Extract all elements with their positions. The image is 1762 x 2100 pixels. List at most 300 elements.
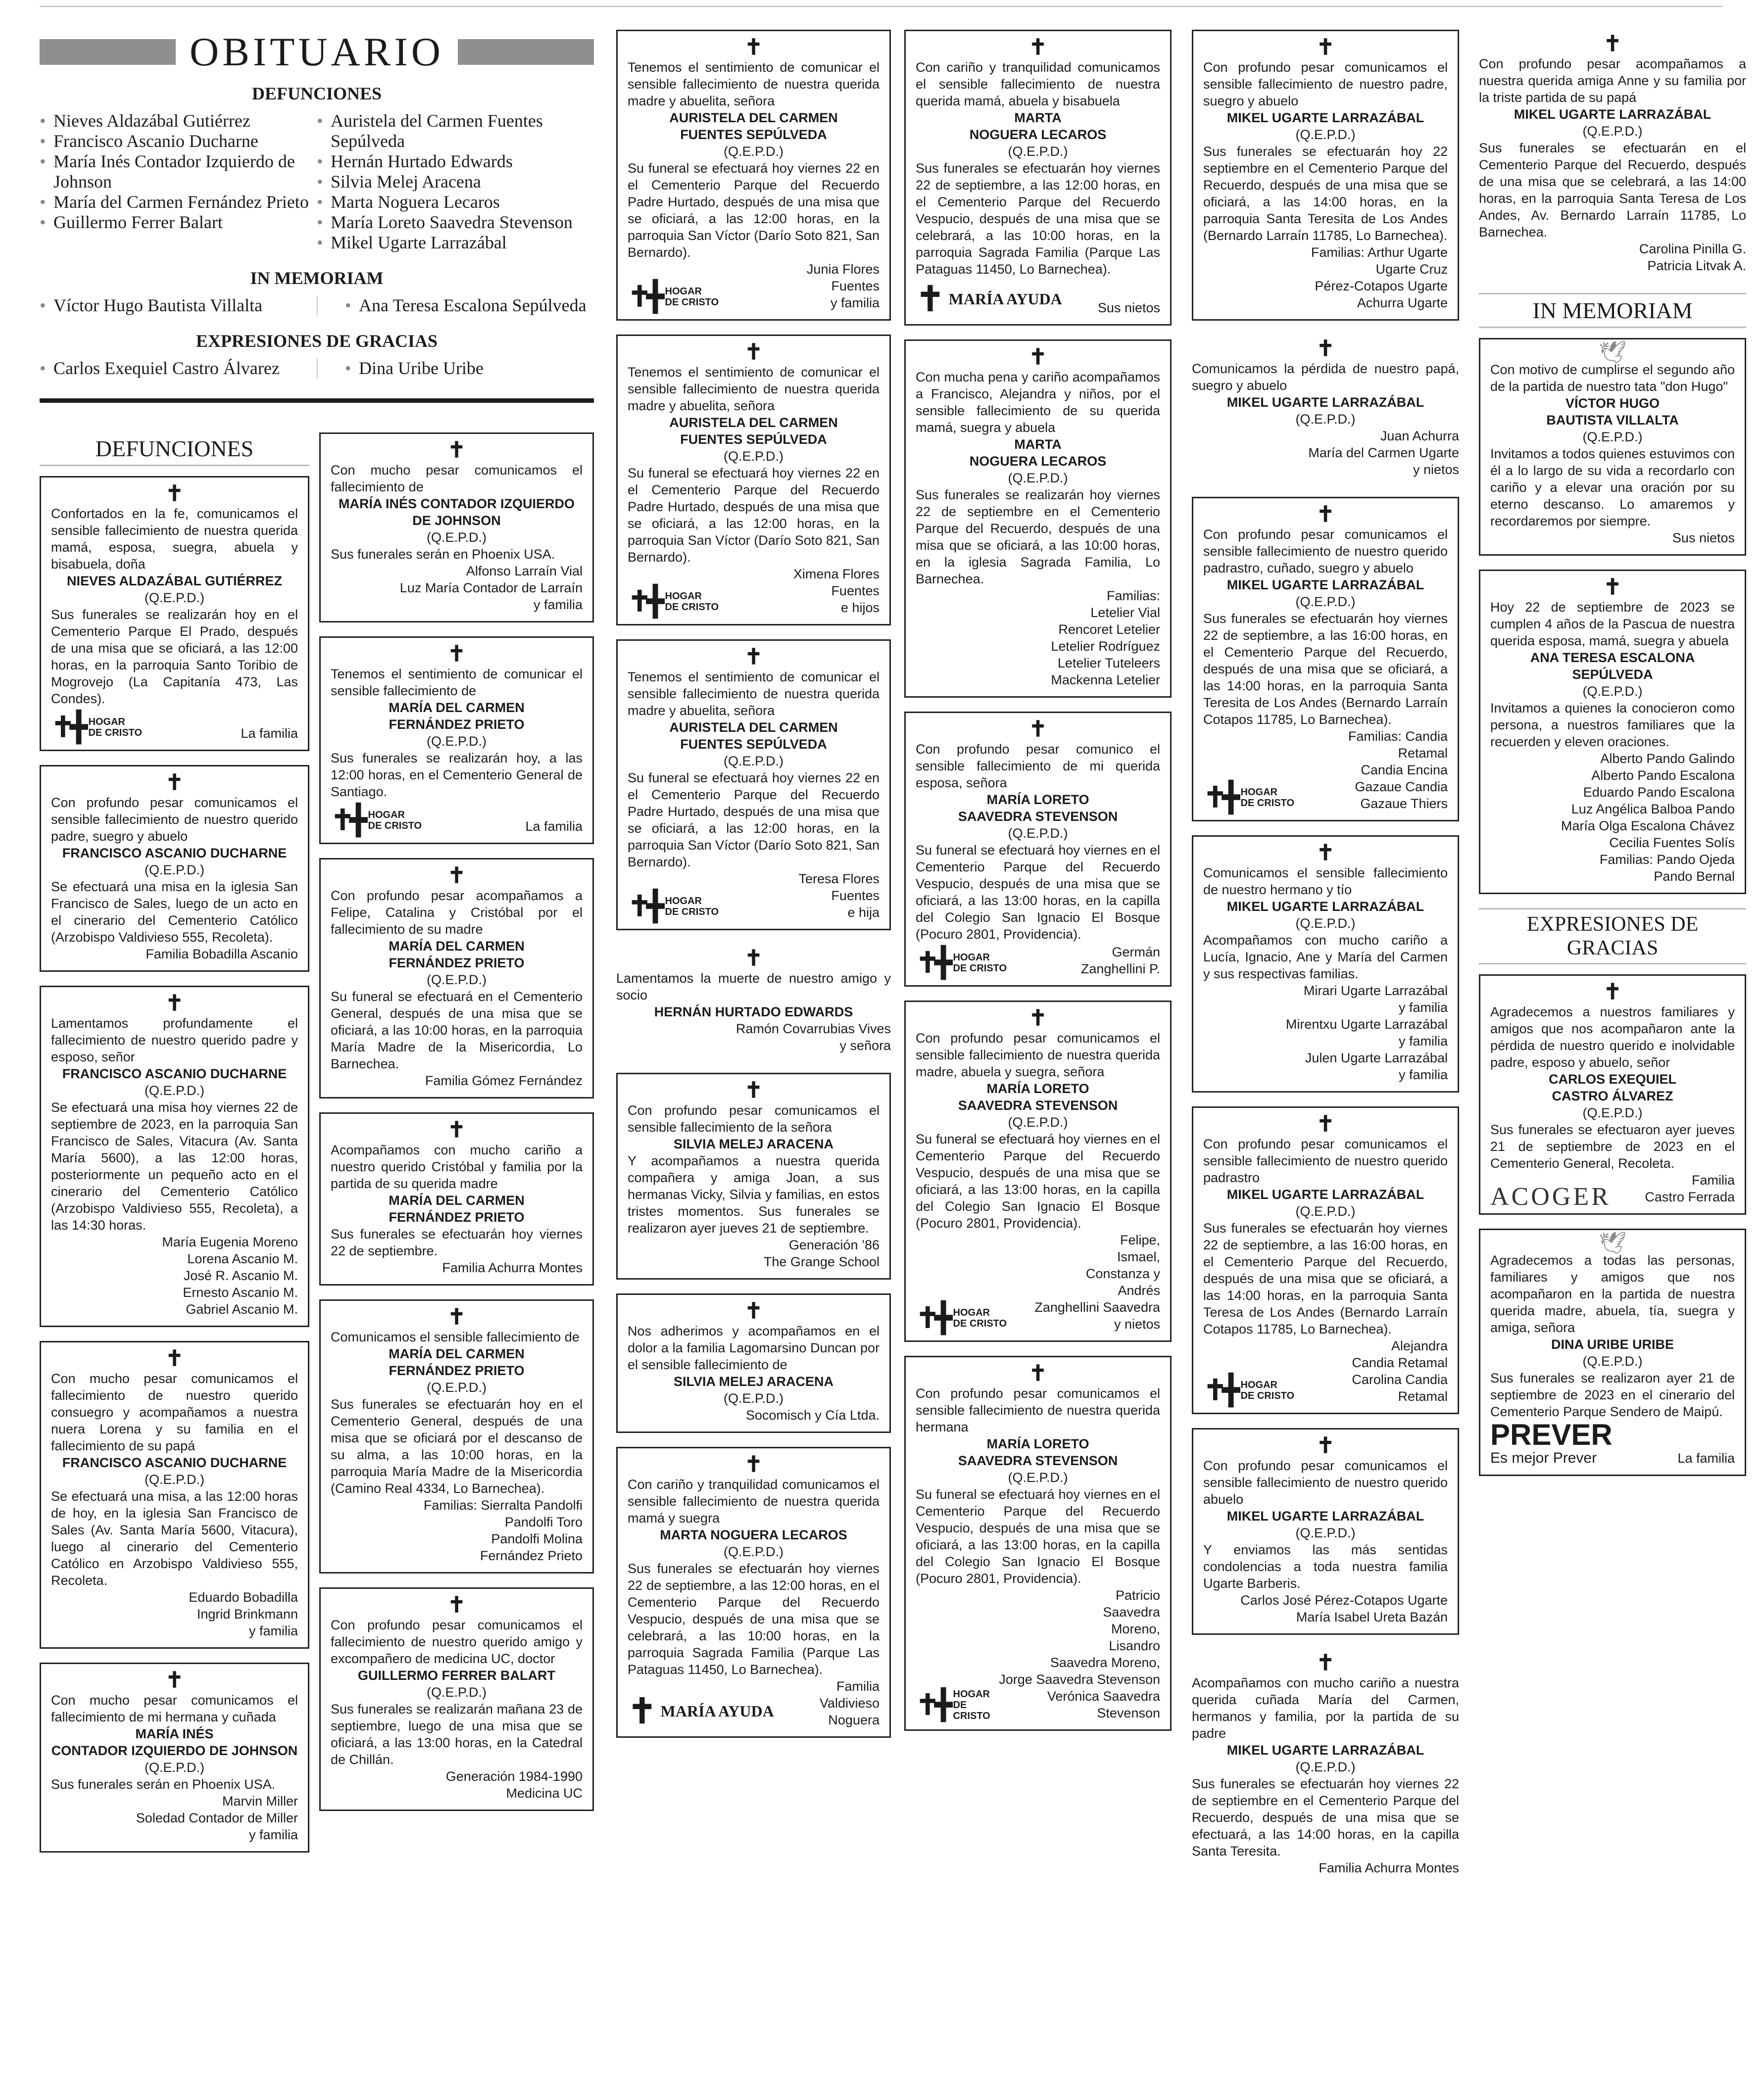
cross-icon: ✝ <box>447 1593 466 1617</box>
notice-signature: Socomisch y Cía Ltda. <box>745 1408 880 1423</box>
notice <box>319 636 594 844</box>
notice <box>40 986 309 1327</box>
notice-signature: Familia Gómez Fernández <box>425 1073 583 1088</box>
cross-icon: ✝ <box>1316 336 1335 361</box>
deceased-name: MARÍA LORETO SAAVEDRA STEVENSON <box>958 1436 1118 1468</box>
notice-text: Sus funerales se efectuarán hoy viernes 22 de septiembre, a las 16:00 horas, en el Cementerio Parque del Recuerdo, después de una misa que se oficiará, a las 14:00 horas, en la parroquia Santa Teresa de Los Andes (Bernardo Larraín Cotapos 11785, Lo Barnechea). <box>1203 1221 1448 1336</box>
column-c <box>616 30 891 1752</box>
notice-intro: Tenemos el sentimiento de comunicar el sensible fallecimiento de nuestra querida madre y abuelita, señora <box>628 60 880 108</box>
summary-list-right <box>317 295 594 316</box>
hogar-de-cristo-logo <box>1203 1376 1294 1405</box>
cross-icon: ✝ <box>1316 502 1335 526</box>
summary-defunciones <box>40 111 594 253</box>
deceased-name: MARTA NOGUERA LECAROS <box>969 437 1107 469</box>
qepd-label: (Q.E.P.D.) <box>723 1391 784 1406</box>
cross-icon: ✝ <box>447 1118 466 1142</box>
deceased-name: VÍCTOR HUGO BAUTISTA VILLALTA <box>1546 396 1679 428</box>
notice-text: Su funeral se efectuará en el Cementerio General, después de una misa que se oficiará, a las 10:00 horas, en la parroquia María Madre de la Misericordia, Lo Barnechea. <box>331 989 583 1071</box>
prever-text: PREVER <box>1490 1418 1613 1451</box>
cross-icon: ✝ <box>744 645 763 669</box>
notice-signature: Patricio Saavedra Moreno, Lisandro Saavedra Moreno, Jorge Saavedra Stevenson Verónica Saavedra Stevenson <box>999 1588 1160 1720</box>
qepd-label: (Q.E.P.D.) <box>1295 1760 1356 1774</box>
notice-text: Invitamos a todos quienes estuvimos con él a lo largo de su vida a recordarlo con cariño y a elevar una oración por su eterno descanso. Lo amaremos y recordaremos por siempre. <box>1490 446 1735 528</box>
notice-intro: Comunicamos el sensible fallecimiento de nuestro hermano y tío <box>1203 865 1448 897</box>
qepd-label: (Q.E.P.D.) <box>723 754 784 768</box>
column-b <box>319 432 594 1866</box>
hogar-de-cristo-logo <box>916 1304 1007 1333</box>
notice <box>1479 570 1746 894</box>
prever-tagline: Es mejor Prever <box>1490 1450 1597 1466</box>
notice <box>1192 30 1459 321</box>
qepd-label: (Q.E.P.D.) <box>426 530 487 545</box>
notice <box>40 765 309 972</box>
notice <box>1192 497 1459 821</box>
deceased-name: FRANCISCO ASCANIO DUCHARNE <box>62 1455 287 1470</box>
notice-text: Invitamos a quienes la conocieron como persona, a nuestros familiares que la recuerden y eleven oraciones. <box>1490 701 1735 749</box>
notice-text: Sus funerales se efectuarán hoy viernes 22 de septiembre en el Cementerio Parque del Recuerdo, después de una misa que se efectuará, a las 14:00 horas, en la capilla Santa Teresita. <box>1192 1776 1459 1859</box>
notice-signature: Carlos José Pérez-Cotapos Ugarte María Isabel Ureta Bazán <box>1240 1593 1448 1624</box>
notice <box>319 858 594 1098</box>
notice-text: Sus funerales se realizarán hoy en el Cementerio Parque El Prado, después de una misa que se oficiará, a las 12:00 horas, en la parroquia Santo Toribio de Mogrovejo (La Capitanía 473, Las Condes). <box>51 607 298 706</box>
cross-icon: ✝ <box>1603 575 1622 599</box>
notice-intro: Con profundo pesar comunicamos el sensible fallecimiento de nuestro querido padrastro, cuñado, suegro y abuelo <box>1203 527 1448 575</box>
notice-intro: Lamentamos profundamente el fallecimiento de nuestro querido padre y esposo, señor <box>51 1016 298 1064</box>
cross-logo-icon: ✝╋ <box>1203 1374 1235 1406</box>
summary-name: • Guillermo Ferrer Balart <box>40 212 317 233</box>
notice-text: Se efectuará una misa, a las 12:00 horas de hoy, en la iglesia San Francisco de Sales (Av. Santa María 5600, Vitacura), luego al cinerario del Cementerio Católico en Arzobispo Valdivieso 555, Recoleta. <box>51 1489 298 1588</box>
notice-intro: Con profundo pesar comunicamos el sensible fallecimiento de nuestra querida hermana <box>916 1386 1160 1434</box>
cross-icon: ✝ <box>1028 717 1047 741</box>
notice-text: Sus funerales se efectuaron ayer jueves 21 de septiembre de 2023 en el Cementerio General, Recoleta. <box>1490 1122 1735 1171</box>
notices-f-expresiones <box>1479 974 1746 1476</box>
notice-signature: Felipe, Ismael, Constanza y Andrés Zanghellini Saavedra y nietos <box>1034 1233 1160 1332</box>
notice-intro: Acompañamos con mucho cariño a nuestra querida cuñada María del Carmen, hermanos y familia, por la partida de su padre <box>1192 1675 1459 1741</box>
qepd-label: (Q.E.P.D.) <box>1582 684 1643 699</box>
acoger-logo: ACOGER <box>1490 1183 1611 1211</box>
deceased-name: MIKEL UGARTE LARRAZÁBAL <box>1226 1509 1424 1524</box>
notice-signature: Carolina Pinilla G. Patricia Litvak A. <box>1639 241 1746 273</box>
notice-intro: Con profundo pesar acompañamos a nuestra querida amiga Anne y su familia por la triste partida de su papá <box>1479 56 1746 105</box>
cross-icon: ✝ <box>1316 1651 1335 1675</box>
qepd-label: (Q.E.P.D.) <box>426 734 487 749</box>
notice-text: Sus funerales se efectuarán hoy viernes 22 de septiembre, a las 12:00 horas, en el Cementerio Parque del Recuerdo Vespucio, después de una misa que se celebrará, a las 10:00 horas, en la parroquia Sagrada Familia (Parque Las Pataguas 11450, Lo Barnechea). <box>628 1561 880 1677</box>
page-title: OBITUARIO <box>190 29 444 74</box>
cross-icon: ✝ <box>744 340 763 364</box>
qepd-label: (Q.E.P.D.) <box>1582 124 1643 139</box>
deceased-name: MARÍA DEL CARMEN FERNÁNDEZ PRIETO <box>389 1346 525 1378</box>
deceased-name: FRANCISCO ASCANIO DUCHARNE <box>62 1066 287 1081</box>
dove-icon: 🕊 <box>1599 340 1626 365</box>
notice-text: Sus funerales se efectuarán en el Cementerio Parque del Recuerdo, después de una misa que se celebrará, a las 14:00 horas, en la parroquia Santa Teresa de Los Andes, Av. Bernardo Larraín 11785, Lo Barnechea. <box>1479 141 1746 239</box>
summary-list-right <box>317 358 594 379</box>
deceased-name: AURISTELA DEL CARMEN FUENTES SEPÚLVEDA <box>669 110 838 142</box>
summary-name: • Dina Uribe Uribe <box>345 358 594 379</box>
cross-logo-icon: ✝╋ <box>628 585 659 618</box>
summary-name: • Víctor Hugo Bautista Villalta <box>40 295 317 316</box>
cross-logo-icon: ✝╋ <box>628 281 659 313</box>
cross-logo-icon: ✝╋ <box>916 1302 947 1334</box>
summary-name: • Carlos Exequiel Castro Álvarez <box>40 358 317 379</box>
notices-e <box>1192 30 1459 1885</box>
notice-intro: Tenemos el sentimiento de comunicar el sensible fallecimiento de <box>331 667 583 698</box>
notice-intro: Con profundo pesar comunicamos el sensible fallecimiento de nuestro querido padre, suegro y abuelo <box>51 795 298 844</box>
signature-row <box>1490 1420 1735 1467</box>
qepd-label: (Q.E.P.D.) <box>1008 826 1068 841</box>
hogar-de-cristo-text: HOGAR DE CRISTO <box>665 286 719 308</box>
crucifix-icon: ✝ <box>628 1692 657 1730</box>
maria-ayuda-logo <box>628 1694 774 1728</box>
deceased-name: MARÍA INÉS CONTADOR IZQUIERDO DE JOHNSON <box>339 496 575 528</box>
notice-text: Su funeral se efectuará hoy viernes en el Cementerio Parque del Recuerdo Vespucio, después de una misa que se oficiará, a las 13:00 horas, en la capilla del Colegio San Ignacio El Bosque (Pocuro 2801, Providencia). <box>916 1487 1160 1586</box>
notice-text: Sus funerales se efectuarán hoy viernes 22 de septiembre. <box>331 1227 583 1258</box>
summary-list-right <box>317 111 594 253</box>
notice-text: Sus funerales se efectuarán hoy 22 septiembre en el Cementerio Parque del Recuerdo, después de una misa que se oficiará, a las 14:00 horas, en la parroquia Santa Teresita de Los Andes (Bernardo Larraín 11785, Lo Barnechea). <box>1203 144 1448 243</box>
qepd-label: (Q.E.P.D.) <box>1295 916 1356 931</box>
signature-row <box>916 943 1160 977</box>
notice-signature: Alfonso Larraín Vial Luz María Contador de Larraín y familia <box>399 564 583 612</box>
notice-text: Su funeral se efectuará hoy viernes 22 en el Cementerio Parque del Recuerdo Padre Hurtado, después de una misa que se oficiará, a las 12:00 horas, en la parroquia San Víctor (Darío Soto 821, San Bernardo). <box>628 466 880 565</box>
notice-signature: Generación ’86 The Grange School <box>763 1238 880 1269</box>
cross-icon: ✝ <box>1316 1433 1335 1458</box>
notice-intro: Con profundo pesar comunicamos el sensible fallecimiento de nuestro padre, suegro y abuelo <box>1203 60 1448 108</box>
cross-logo-icon: ✝╋ <box>1203 781 1235 813</box>
signature-row <box>916 278 1160 316</box>
summary-heading-defunciones: DEFUNCIONES <box>251 84 382 103</box>
summary-name: • Auristela del Carmen Fuentes Sepúlveda <box>317 111 594 151</box>
cross-icon: ✝ <box>744 946 763 970</box>
summary-name: • Hernán Hurtado Edwards <box>317 151 594 172</box>
notice <box>40 476 309 751</box>
deceased-name: FRANCISCO ASCANIO DUCHARNE <box>62 846 287 860</box>
cross-icon: ✝ <box>1028 1006 1047 1030</box>
qepd-label: (Q.E.P.D.) <box>723 1544 784 1559</box>
qepd-label: (Q.E.P.D.) <box>1008 1115 1068 1130</box>
cross-logo-icon: ✝╋ <box>916 1689 947 1721</box>
cross-icon: ✝ <box>447 642 466 666</box>
notice-intro: Con mucho pesar comunicamos el fallecimiento de nuestro querido consuegro y acompañamos a nuestra nuera Lorena y su familia en el fallecimiento de su papá <box>51 1371 298 1453</box>
notice-intro: Agradecemos a nuestros familiares y amigos que nos acompañaron ante la pérdida de nuestro querido e inolvidable padre, esposo y abuelo, señor <box>1490 1004 1735 1070</box>
cross-icon: ✝ <box>1028 1361 1047 1385</box>
qepd-label: (Q.E.P.D.) <box>1295 1204 1356 1219</box>
notice <box>616 30 891 321</box>
column-d <box>904 30 1172 1745</box>
cross-logo-icon: ✝╋ <box>331 804 362 836</box>
notice-signature: Juan Achurra María del Carmen Ugarte y nietos <box>1308 429 1459 477</box>
cross-icon: ✝ <box>1028 35 1047 59</box>
summary-heading-memoriam: IN MEMORIAM <box>250 268 384 288</box>
notice-signature: Familias: Sierralta Pandolfi Pandolfi Toro Pandolfi Molina Fernández Prieto <box>423 1498 583 1563</box>
notice-text: Su funeral se efectuará hoy viernes 22 en el Cementerio Parque del Recuerdo Padre Hurtado, después de una misa que se oficiará, a las 12:00 horas, en la parroquia San Víctor (Darío Soto 821, San Bernardo). <box>628 770 880 869</box>
cross-logo-icon: ✝╋ <box>916 947 947 979</box>
notice-signature: Alberto Pando Galindo Alberto Pando Escalona Eduardo Pando Escalona Luz Angélica Balboa Pando María Olga Escalona Chávez Cecilia Fuentes Solís Familias: Pando Ojeda Pando Bernal <box>1561 751 1735 884</box>
hogar-de-cristo-logo <box>628 283 719 311</box>
notice-signature: Generación 1984-1990 Medicina UC <box>445 1769 583 1801</box>
hogar-de-cristo-logo <box>628 587 719 616</box>
hogar-de-cristo-text: HOGAR DE CRISTO <box>88 716 143 738</box>
notice-text: Se efectuará una misa hoy viernes 22 de septiembre de 2023, en la parroquia San Francisco de Sales, Vitacura (Av. Santa María 5600), a las 12:00 horas, posteriormente un pequeño acto en el cinerario del Cementerio Católico (Arzobispo Valdivieso 555, Recoleta), a las 14:30 horas. <box>51 1100 298 1233</box>
notice <box>319 432 594 622</box>
deceased-name: GUILLERMO FERRER BALART <box>358 1668 555 1683</box>
summary-name: • María del Carmen Fernández Prieto <box>40 192 317 212</box>
summary-name: • Francisco Ascanio Ducharne <box>40 131 317 151</box>
notice <box>40 1341 309 1649</box>
notice <box>1192 1428 1459 1635</box>
hogar-de-cristo-text: HOGAR DE CRISTO <box>953 1689 990 1721</box>
qepd-label: (Q.E.P.D.) <box>426 1685 487 1700</box>
notice-intro: Tenemos el sentimiento de comunicar el sensible fallecimiento de nuestra querida madre y abuelita, señora <box>628 669 880 718</box>
qepd-label: (Q.E.P.D.) <box>144 862 205 877</box>
signature-row <box>628 870 880 921</box>
summary-name: • María Inés Contador Izquierdo de Johnson <box>40 151 317 192</box>
notice-text: Su funeral se efectuará hoy viernes 22 en el Cementerio Parque del Recuerdo Padre Hurtado, después de una misa que se oficiará, a las 12:00 horas, en la parroquia San Víctor (Darío Soto 821, San Bernardo). <box>628 161 880 260</box>
notice <box>1192 835 1459 1093</box>
qepd-label: (Q.E.P.D.) <box>1008 471 1068 485</box>
qepd-label: (Q.E.P.D.) <box>1295 594 1356 609</box>
maria-ayuda-text: MARÍA AYUDA <box>948 290 1062 308</box>
notice <box>1192 1106 1459 1414</box>
notice-signature: Teresa Flores Fuentes e hija <box>798 871 880 920</box>
maria-ayuda-text: MARÍA AYUDA <box>660 1702 774 1720</box>
hogar-de-cristo-text: HOGAR DE CRISTO <box>665 896 719 917</box>
hogar-de-cristo-text: HOGAR DE CRISTO <box>953 952 1007 974</box>
notice <box>616 944 891 1063</box>
deceased-name: AURISTELA DEL CARMEN FUENTES SEPÚLVEDA <box>669 415 838 447</box>
notice-signature: La familia <box>525 819 583 834</box>
summary-heading-expresiones: EXPRESIONES DE GRACIAS <box>196 331 438 351</box>
summary-name: • Ana Teresa Escalona Sepúlveda <box>345 295 594 316</box>
notice <box>1479 1229 1746 1476</box>
deceased-name: MIKEL UGARTE LARRAZÁBAL <box>1226 899 1424 914</box>
signature-row <box>628 1678 880 1728</box>
section-divider <box>40 398 594 403</box>
notice-signature: Familia Achurra Montes <box>442 1260 583 1275</box>
qepd-label: (Q.E.P.D.) <box>144 1083 205 1098</box>
notices-f-top <box>1479 30 1746 283</box>
notice-text: Sus funerales se realizaron ayer 21 de septiembre de 2023 en el cinerario del Cementerio Parque Sendero de Maipú. <box>1490 1371 1735 1419</box>
summary-list-left <box>40 358 317 379</box>
notice-intro: Con cariño y tranquilidad comunicamos el sensible fallecimiento de nuestra querida mamá, abuela y bisabuela <box>916 60 1160 108</box>
notice-intro: Con profundo pesar comunicamos el fallecimiento de nuestro querido amigo y excompañero de medicina UC, doctor <box>331 1618 583 1666</box>
section-title-expresiones: EXPRESIONES DE GRACIAS <box>1479 908 1746 964</box>
header-bar-right <box>458 39 594 65</box>
cross-icon: ✝ <box>744 1452 763 1477</box>
qepd-label: (Q.E.P.D.) <box>1295 412 1356 427</box>
notices-c <box>616 30 891 1738</box>
deceased-name: MARÍA LORETO SAAVEDRA STEVENSON <box>958 792 1118 824</box>
deceased-name: MARÍA DEL CARMEN FERNÁNDEZ PRIETO <box>389 939 525 970</box>
notice-signature: Familia Castro Ferrada <box>1645 1173 1735 1204</box>
notice-signature: Familia Valdivieso Noguera <box>819 1679 880 1727</box>
summary-list-left <box>40 295 317 316</box>
notice <box>904 30 1172 326</box>
column-a <box>40 432 309 1866</box>
notices-d <box>904 30 1172 1731</box>
notices-a <box>40 476 309 1853</box>
cross-icon: ✝ <box>447 438 466 462</box>
signature-row <box>1490 1172 1735 1211</box>
notice-signature: Sus nietos <box>1097 300 1160 315</box>
notice-intro: Comunicamos el sensible fallecimiento de <box>331 1330 580 1344</box>
header-bar-left <box>40 39 176 65</box>
deceased-name: SILVIA MELEJ ARACENA <box>673 1374 834 1389</box>
notice-intro: Comunicamos la pérdida de nuestro papá, suegro y abuelo <box>1192 361 1459 393</box>
notice <box>904 1356 1172 1731</box>
notice-text: Sus funerales serán en Phoenix USA. <box>331 547 555 562</box>
hogar-de-cristo-text: HOGAR DE CRISTO <box>1240 787 1295 809</box>
deceased-name: MIKEL UGARTE LARRAZÁBAL <box>1226 577 1424 592</box>
cross-icon: ✝ <box>1316 35 1335 59</box>
notice <box>1479 30 1746 283</box>
summary-name: • María Loreto Saavedra Stevenson <box>317 212 594 233</box>
hogar-de-cristo-logo <box>628 892 719 921</box>
summary-expresiones <box>40 358 594 379</box>
deceased-name: MARÍA INÉS CONTADOR IZQUIERDO DE JOHNSON <box>51 1726 298 1758</box>
hogar-de-cristo-text: HOGAR DE CRISTO <box>1240 1380 1295 1401</box>
qepd-label: (Q.E.P.D.) <box>144 590 205 605</box>
notice <box>616 639 891 930</box>
cross-icon: ✝ <box>1603 32 1622 56</box>
notice-signature: Sus nietos <box>1672 530 1735 545</box>
hogar-de-cristo-text: HOGAR DE CRISTO <box>953 1307 1007 1329</box>
qepd-label: (Q.E.P.D.) <box>426 972 487 987</box>
notice-text: Su funeral se efectuará hoy viernes en el Cementerio Parque del Recuerdo Vespucio, después de una misa que se oficiará, a las 13:00 horas, en la capilla del Colegio San Ignacio El Bosque (Pocuro 2801, Providencia). <box>916 1132 1160 1231</box>
deceased-name: MIKEL UGARTE LARRAZÁBAL <box>1226 110 1424 125</box>
notice-signature: Familia Bobadilla Ascanio <box>146 947 298 961</box>
notice-text: Acompañamos con mucho cariño a Lucía, Ignacio, Ane y María del Carmen y sus respectivas familias. <box>1203 933 1448 981</box>
notice <box>616 1447 891 1738</box>
notice-intro: Confortados en la fe, comunicamos el sensible fallecimiento de nuestra querida mamá, esposa, suegra, abuela y bisabuela, doña <box>51 506 298 572</box>
notice-intro: Acompañamos con mucho cariño a nuestro querido Cristóbal y familia por la partida de su querida madre <box>331 1143 583 1191</box>
notice-signature: Familias: Letelier Vial Rencoret Letelier Letelier Rodríguez Letelier Tuteleers Mackenna Letelier <box>1051 588 1160 687</box>
summary-list-left <box>40 111 317 253</box>
notice-text: Sus funerales se efectuarán hoy viernes 22 de septiembre, a las 16:00 horas, en el Cementerio Parque del Recuerdo, después de una misa que se oficiará, a las 14:00 horas, en la parroquia Santa Teresita de Los Andes (Bernardo Larraín Cotapos 11785, Lo Barnechea). <box>1203 611 1448 727</box>
notice-intro: Con mucho pesar comunicamos el fallecimiento de mi hermana y cuñada <box>51 1693 298 1724</box>
deceased-name: HERNÁN HURTADO EDWARDS <box>654 1004 853 1019</box>
notice <box>1479 338 1746 556</box>
maria-ayuda-logo <box>916 282 1062 316</box>
cross-icon: ✝ <box>165 1346 184 1371</box>
notice-signature: Mirari Ugarte Larrazábal y familia Mirentxu Ugarte Larrazábal y familia Julen Ugarte Larrazábal y familia <box>1285 983 1448 1082</box>
hogar-de-cristo-logo <box>916 949 1007 977</box>
summary-name: • Silvia Melej Aracena <box>317 172 594 192</box>
hogar-de-cristo-logo <box>51 713 142 742</box>
deceased-name: ANA TERESA ESCALONA SEPÚLVEDA <box>1530 650 1695 682</box>
cross-icon: ✝ <box>1028 345 1047 369</box>
notice-intro: Con mucha pena y cariño acompañamos a Francisco, Alejandra y niños, por el sensible fallecimiento de su querida mamá, suegra y abuela <box>916 370 1160 435</box>
notice-signature: La familia <box>241 726 298 741</box>
cross-icon: ✝ <box>447 863 466 888</box>
deceased-name: MARÍA DEL CARMEN FERNÁNDEZ PRIETO <box>389 700 525 732</box>
notice-signature: Alejandra Candia Retamal Carolina Candia Retamal <box>1352 1338 1448 1404</box>
notice <box>904 1001 1172 1342</box>
notice-intro: Con cariño y tranquilidad comunicamos el sensible fallecimiento de nuestra querida mamá y suegra <box>628 1477 880 1526</box>
notice-signature: Ximena Flores Fuentes e hijos <box>793 567 880 615</box>
notice-intro: Con profundo pesar comunico el sensible fallecimiento de mi querida esposa, señora <box>916 742 1160 790</box>
notice-signature: Eduardo Bobadilla Ingrid Brinkmann y familia <box>189 1590 298 1638</box>
notice <box>1192 1649 1459 1885</box>
cross-icon: ✝ <box>165 991 184 1015</box>
signature-row <box>1203 1337 1448 1405</box>
notice-signature: Junia Flores Fuentes y familia <box>806 262 880 310</box>
signature-row <box>916 1232 1160 1333</box>
section-title-defunciones: DEFUNCIONES <box>40 432 309 466</box>
notice-intro: Lamentamos la muerte de nuestro amigo y socio <box>616 971 891 1002</box>
notice <box>616 1293 891 1433</box>
notice-text: Sus funerales se efectuarán hoy viernes 22 de septiembre, a las 12:00 horas, en el Cementerio Parque del Recuerdo Vespucio, después de una misa que se celebrará, a las 10:00 horas, en la parroquia Sagrada Familia (Parque Las Pataguas 11450, Lo Barnechea). <box>916 161 1160 277</box>
notice <box>904 712 1172 987</box>
deceased-name: MIKEL UGARTE LARRAZÁBAL <box>1226 1743 1424 1758</box>
cross-icon: ✝ <box>1316 1112 1335 1136</box>
dove-icon: 🕊 <box>1599 1231 1626 1255</box>
qepd-label: (Q.E.P.D.) <box>1295 127 1356 142</box>
deceased-name: CARLOS EXEQUIEL CASTRO ÁLVAREZ <box>1548 1072 1677 1103</box>
qepd-label: (Q.E.P.D.) <box>144 1472 205 1487</box>
summary-memoriam <box>40 295 594 316</box>
deceased-name: MARTA NOGUERA LECAROS <box>969 110 1107 142</box>
notice <box>1192 334 1459 487</box>
hogar-de-cristo-logo <box>916 1689 998 1721</box>
summary-name: • Nieves Aldazábal Gutiérrez <box>40 111 317 131</box>
notice <box>904 339 1172 698</box>
notice-intro: Con profundo pesar acompañamos a Felipe, Catalina y Cristóbal por el fallecimiento de su madre <box>331 888 583 937</box>
signature-row <box>916 1587 1160 1721</box>
notices-b <box>319 432 594 1811</box>
cross-icon: ✝ <box>744 1078 763 1102</box>
notice-intro: Con mucho pesar comunicamos el fallecimiento de <box>331 463 583 494</box>
notice-intro: Con profundo pesar comunicamos el sensible fallecimiento de nuestro querido padrastro <box>1203 1137 1448 1185</box>
notice-text: Sus funerales se realizarán hoy viernes 22 de septiembre en el Cementerio Parque del Recuerdo, después de una misa que se oficiará, a las 10:00 horas, en la iglesia Sagrada Familia, Lo Barnechea. <box>916 487 1160 586</box>
sub-columns <box>40 432 594 1866</box>
cross-icon: ✝ <box>1603 980 1622 1004</box>
section-title-memoriam: IN MEMORIAM <box>1479 293 1746 328</box>
notice-text: Sus funerales se realizarán mañana 23 de septiembre, luego de una misa que se oficiará, a las 13:00 horas, en la Catedral de Chillán. <box>331 1702 583 1767</box>
summary-name: • Marta Noguera Lecaros <box>317 192 594 212</box>
crucifix-icon: ✝ <box>916 280 945 318</box>
notice <box>40 1663 309 1853</box>
notice-signature: La familia <box>1677 1451 1735 1466</box>
notice-intro: Tenemos el sentimiento de comunicar el sensible fallecimiento de nuestra querida madre y abuelita, señora <box>628 365 880 413</box>
cross-logo-icon: ✝╋ <box>628 890 659 922</box>
cross-icon: ✝ <box>165 1668 184 1692</box>
notice <box>319 1112 594 1286</box>
notice <box>616 1073 891 1280</box>
prever-logo <box>1490 1420 1613 1467</box>
qepd-label: (Q.E.P.D.) <box>426 1380 487 1395</box>
deceased-name: MARÍA DEL CARMEN FERNÁNDEZ PRIETO <box>389 1193 525 1225</box>
notice-text: Su funeral se efectuará hoy viernes en el Cementerio Parque del Recuerdo Vespucio, después de una misa que se oficiará, a las 13:00 horas, en la capilla del Colegio San Ignacio El Bosque (Pocuro 2801, Providencia). <box>916 843 1160 942</box>
hogar-de-cristo-text: HOGAR DE CRISTO <box>368 810 422 831</box>
notice-intro: Agradecemos a todas las personas, familiares y amigos que nos acompañaron en la partida de nuestra querida madre, abuela, tía, suegra y amiga, señora <box>1490 1253 1735 1335</box>
deceased-name: MARTA NOGUERA LECAROS <box>660 1527 847 1542</box>
deceased-name: MIKEL UGARTE LARRAZÁBAL <box>1226 395 1424 410</box>
signature-row <box>51 707 298 742</box>
column-f <box>1479 30 1746 1490</box>
notice <box>319 1299 594 1574</box>
hogar-de-cristo-logo <box>1203 783 1294 812</box>
signature-row <box>1203 728 1448 812</box>
notice-signature: Germán Zanghellini P. <box>1080 945 1160 976</box>
notice-intro: Con profundo pesar comunicamos el sensible fallecimiento de nuestra querida madre, abuela y suegra, señora <box>916 1031 1160 1079</box>
notice-signature: María Eugenia Moreno Lorena Ascanio M. José R. Ascanio M. Ernesto Ascanio M. Gabriel Ascanio M. <box>162 1235 298 1317</box>
deceased-name: SILVIA MELEJ ARACENA <box>673 1137 834 1151</box>
cross-icon: ✝ <box>447 1305 466 1329</box>
summary-name: • Mikel Ugarte Larrazábal <box>317 233 594 253</box>
cross-logo-icon: ✝╋ <box>51 711 83 743</box>
deceased-name: MARÍA LORETO SAAVEDRA STEVENSON <box>958 1081 1118 1113</box>
notice <box>1479 974 1746 1215</box>
signature-row <box>331 800 583 835</box>
notices-f-memoriam <box>1479 338 1746 894</box>
